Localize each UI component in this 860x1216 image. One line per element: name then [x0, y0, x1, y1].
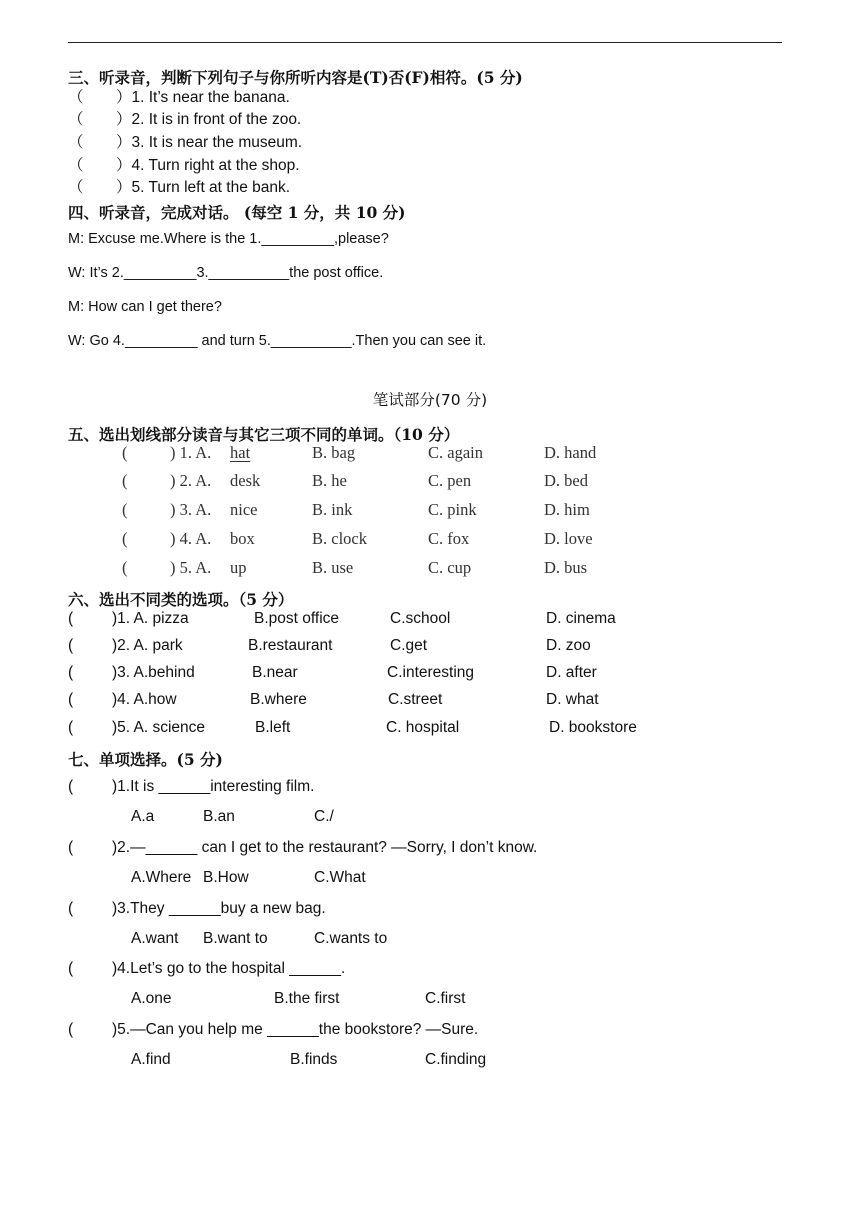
section-5-heading: 五、选出划线部分读音与其它三项不同的单词。（10 分）	[68, 425, 460, 444]
written-section-title: 笔试部分(70 分)	[372, 391, 488, 409]
dialog-line-4: W: Go 4._________ and turn 5.__________.Then you can see it.	[68, 333, 487, 349]
s3-item-5: （ ）5. Turn left at the bank.	[68, 179, 291, 196]
section-3-heading: 三、听录音，判断下列句子与你所听内容是(T)否(F)相符。(5 分)	[68, 68, 523, 87]
section-6-heading: 六、选出不同类的选项。（5 分）	[68, 590, 294, 609]
s3-item-3: （ ）3. It is near the museum.	[68, 134, 303, 151]
dialog-line-2: W: It’s 2._________3.__________the post office.	[68, 265, 384, 281]
dialog-line-3: M: How can I get there?	[68, 299, 222, 315]
s3-item-1: （ ）1. It’s near the banana.	[68, 89, 290, 106]
section-7-heading: 七、单项选择。(5 分)	[68, 750, 223, 769]
top-rule	[68, 42, 782, 43]
s3-item-2: （ ）2. It is in front of the zoo.	[68, 111, 302, 128]
dialog-line-1: M: Excuse me.Where is the 1._________,please?	[68, 231, 389, 247]
s3-item-4: （ ）4. Turn right at the shop.	[68, 157, 300, 174]
section-4-heading: 四、听录音，完成对话。 (每空 1 分，共 10 分)	[68, 203, 406, 222]
